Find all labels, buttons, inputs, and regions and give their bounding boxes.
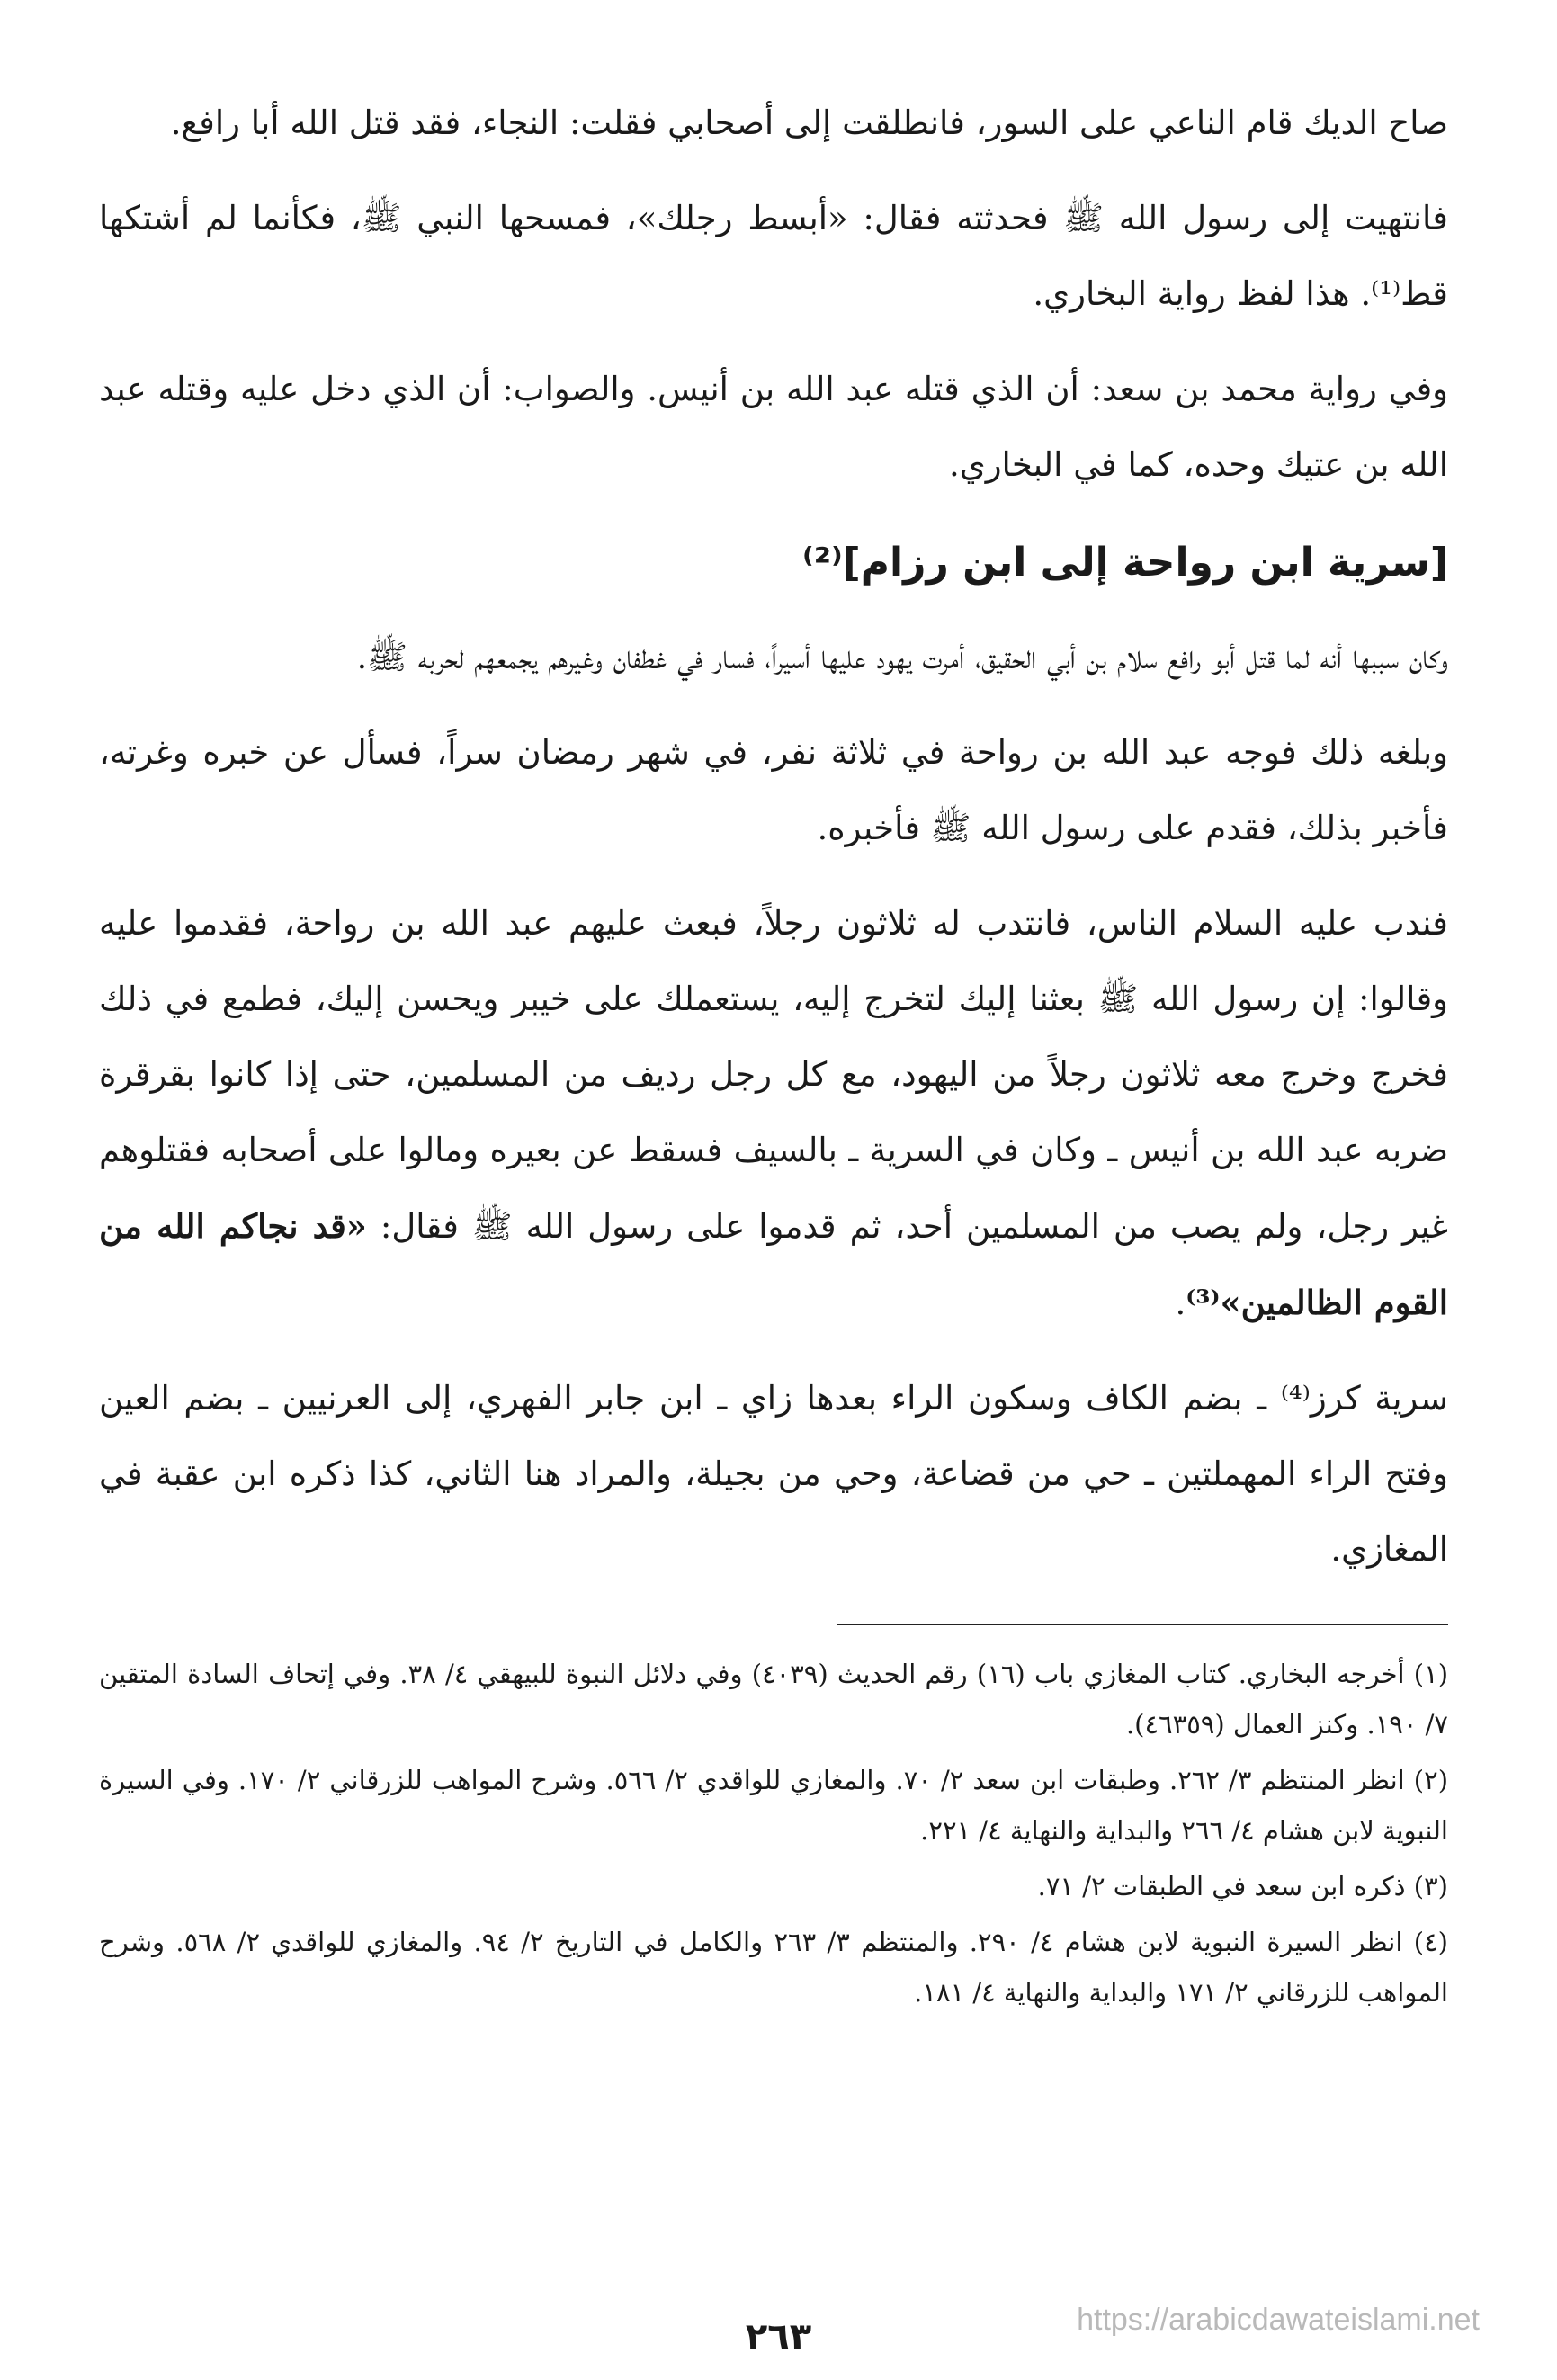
paragraph-7: سرية كرز⁽⁴⁾ ـ بضم الكاف وسكون الراء بعدها زاي ـ ابن جابر الفهري، إلى العرنيين ـ بضم العين وفتح الراء المهملتين ـ حي من قضاعة، وحي من بجيلة، والمراد هنا الثاني، كذا ذكره ابن عقبة في المغازي. — [99, 1379, 1448, 1569]
paragraph-1: صاح الديك قام الناعي على السور، فانطلقت إلى أصحابي فقلت: النجاء، فقد قتل الله أبا رافع. — [170, 103, 1448, 142]
watermark-url: https://arabicdawateislami.net — [1077, 2303, 1480, 2337]
book-page — [99, 85, 1448, 2023]
footnote-2: (٢) انظر المنتظم ٣/ ٢٦٢. وطبقات ابن سعد ٢/ ٧٠. والمغازي للواقدي ٢/ ٥٦٦. وشرح المواهب للزرقاني ٢/ ١٧٠. وفي السيرة النبوية لابن هشام ٤/ ٢٦٦ والبداية والنهاية ٤/ ٢٢١. — [99, 1765, 1449, 1846]
paragraph-4: وكان سببها أنه لما قتل أبو رافع سلام بن أبي الحقيق، أمرت يهود عليها أسيراً، فسار في غطفان وغيرهم يجمعهم لحربه ﷺ. — [356, 638, 1448, 676]
paragraph-5: وبلغه ذلك فوجه عبد الله بن رواحة في ثلاثة نفر، في شهر رمضان سراً، فسأل عن خبره وغرته، فأخبر بذلك، فقدم على رسول الله ﷺ فأخبره. — [99, 733, 1448, 847]
footnote-3: (٣) ذكره ابن سعد في الطبقات ٢/ ٧١. — [1037, 1871, 1448, 1901]
paragraph-6 — [99, 886, 1448, 1341]
footnotes — [99, 1649, 1448, 2018]
footnote-4: (٤) انظر السيرة النبوية لابن هشام ٤/ ٢٩٠. والمنتظم ٣/ ٢٦٣ والكامل في التاريخ ٢/ ٩٤. والمغازي للواقدي ٢/ ٥٦٨. وشرح المواهب للزرقاني ٢/ ١٧١ والبداية والنهاية ٤/ ١٨١. — [99, 1927, 1448, 2008]
page-number: ٢٦٣ — [745, 2316, 812, 2358]
paragraph-6-text: فندب عليه السلام الناس، فانتدب له ثلاثون رجلاً، فبعث عليهم عبد الله بن رواحة، فقدموا عليه وقالوا: إن رسول الله ﷺ بعثنا إليك لتخرج إليه، يستعملك على خيبر ويحسن إليك، فطمع في ذلك فخرج وخرج معه ثلاثون رجلاً من اليهود، مع كل رجل رديف من المسلمين، حتى إذا كانوا بقرقرة ضربه عبد الله بن أنيس ـ وكان في السرية ـ بالسيف فسقط عن بعيره ومالوا على أصحابه فقتلوهم غير رجل، ولم يصب من المسلمين أحد، ثم قدموا على رسول الله ﷺ فقال: — [99, 904, 1449, 1246]
section-heading: [سرية ابن رواحة إلى ابن رزام]⁽²⁾ — [802, 540, 1448, 586]
paragraph-3: وفي رواية محمد بن سعد: أن الذي قتله عبد الله بن أنيس. والصواب: أن الذي دخل عليه وقتله عبد الله بن عتيك وحده، كما في البخاري. — [99, 370, 1448, 484]
paragraph-6-quote: «قد نجاكم الله من القوم الظالمين»⁽³⁾ — [99, 1206, 1448, 1322]
paragraph-2: فانتهيت إلى رسول الله ﷺ فحدثته فقال: «أبسط رجلك»، فمسحها النبي ﷺ، فكأنما لم أشتكها قط⁽¹⁾. هذا لفظ رواية البخاري. — [99, 199, 1448, 313]
paragraph-6-end: . — [1175, 1284, 1186, 1322]
footnote-divider — [837, 1624, 1448, 1625]
footnote-1: (١) أخرجه البخاري. كتاب المغازي باب (١٦) رقم الحديث (٤٠٣٩) وفي دلائل النبوة للبيهقي ٤/ ٣٨. وفي إتحاف السادة المتقين ٧/ ١٩٠. وكنز العمال (٤٦٣٥٩). — [99, 1659, 1449, 1740]
